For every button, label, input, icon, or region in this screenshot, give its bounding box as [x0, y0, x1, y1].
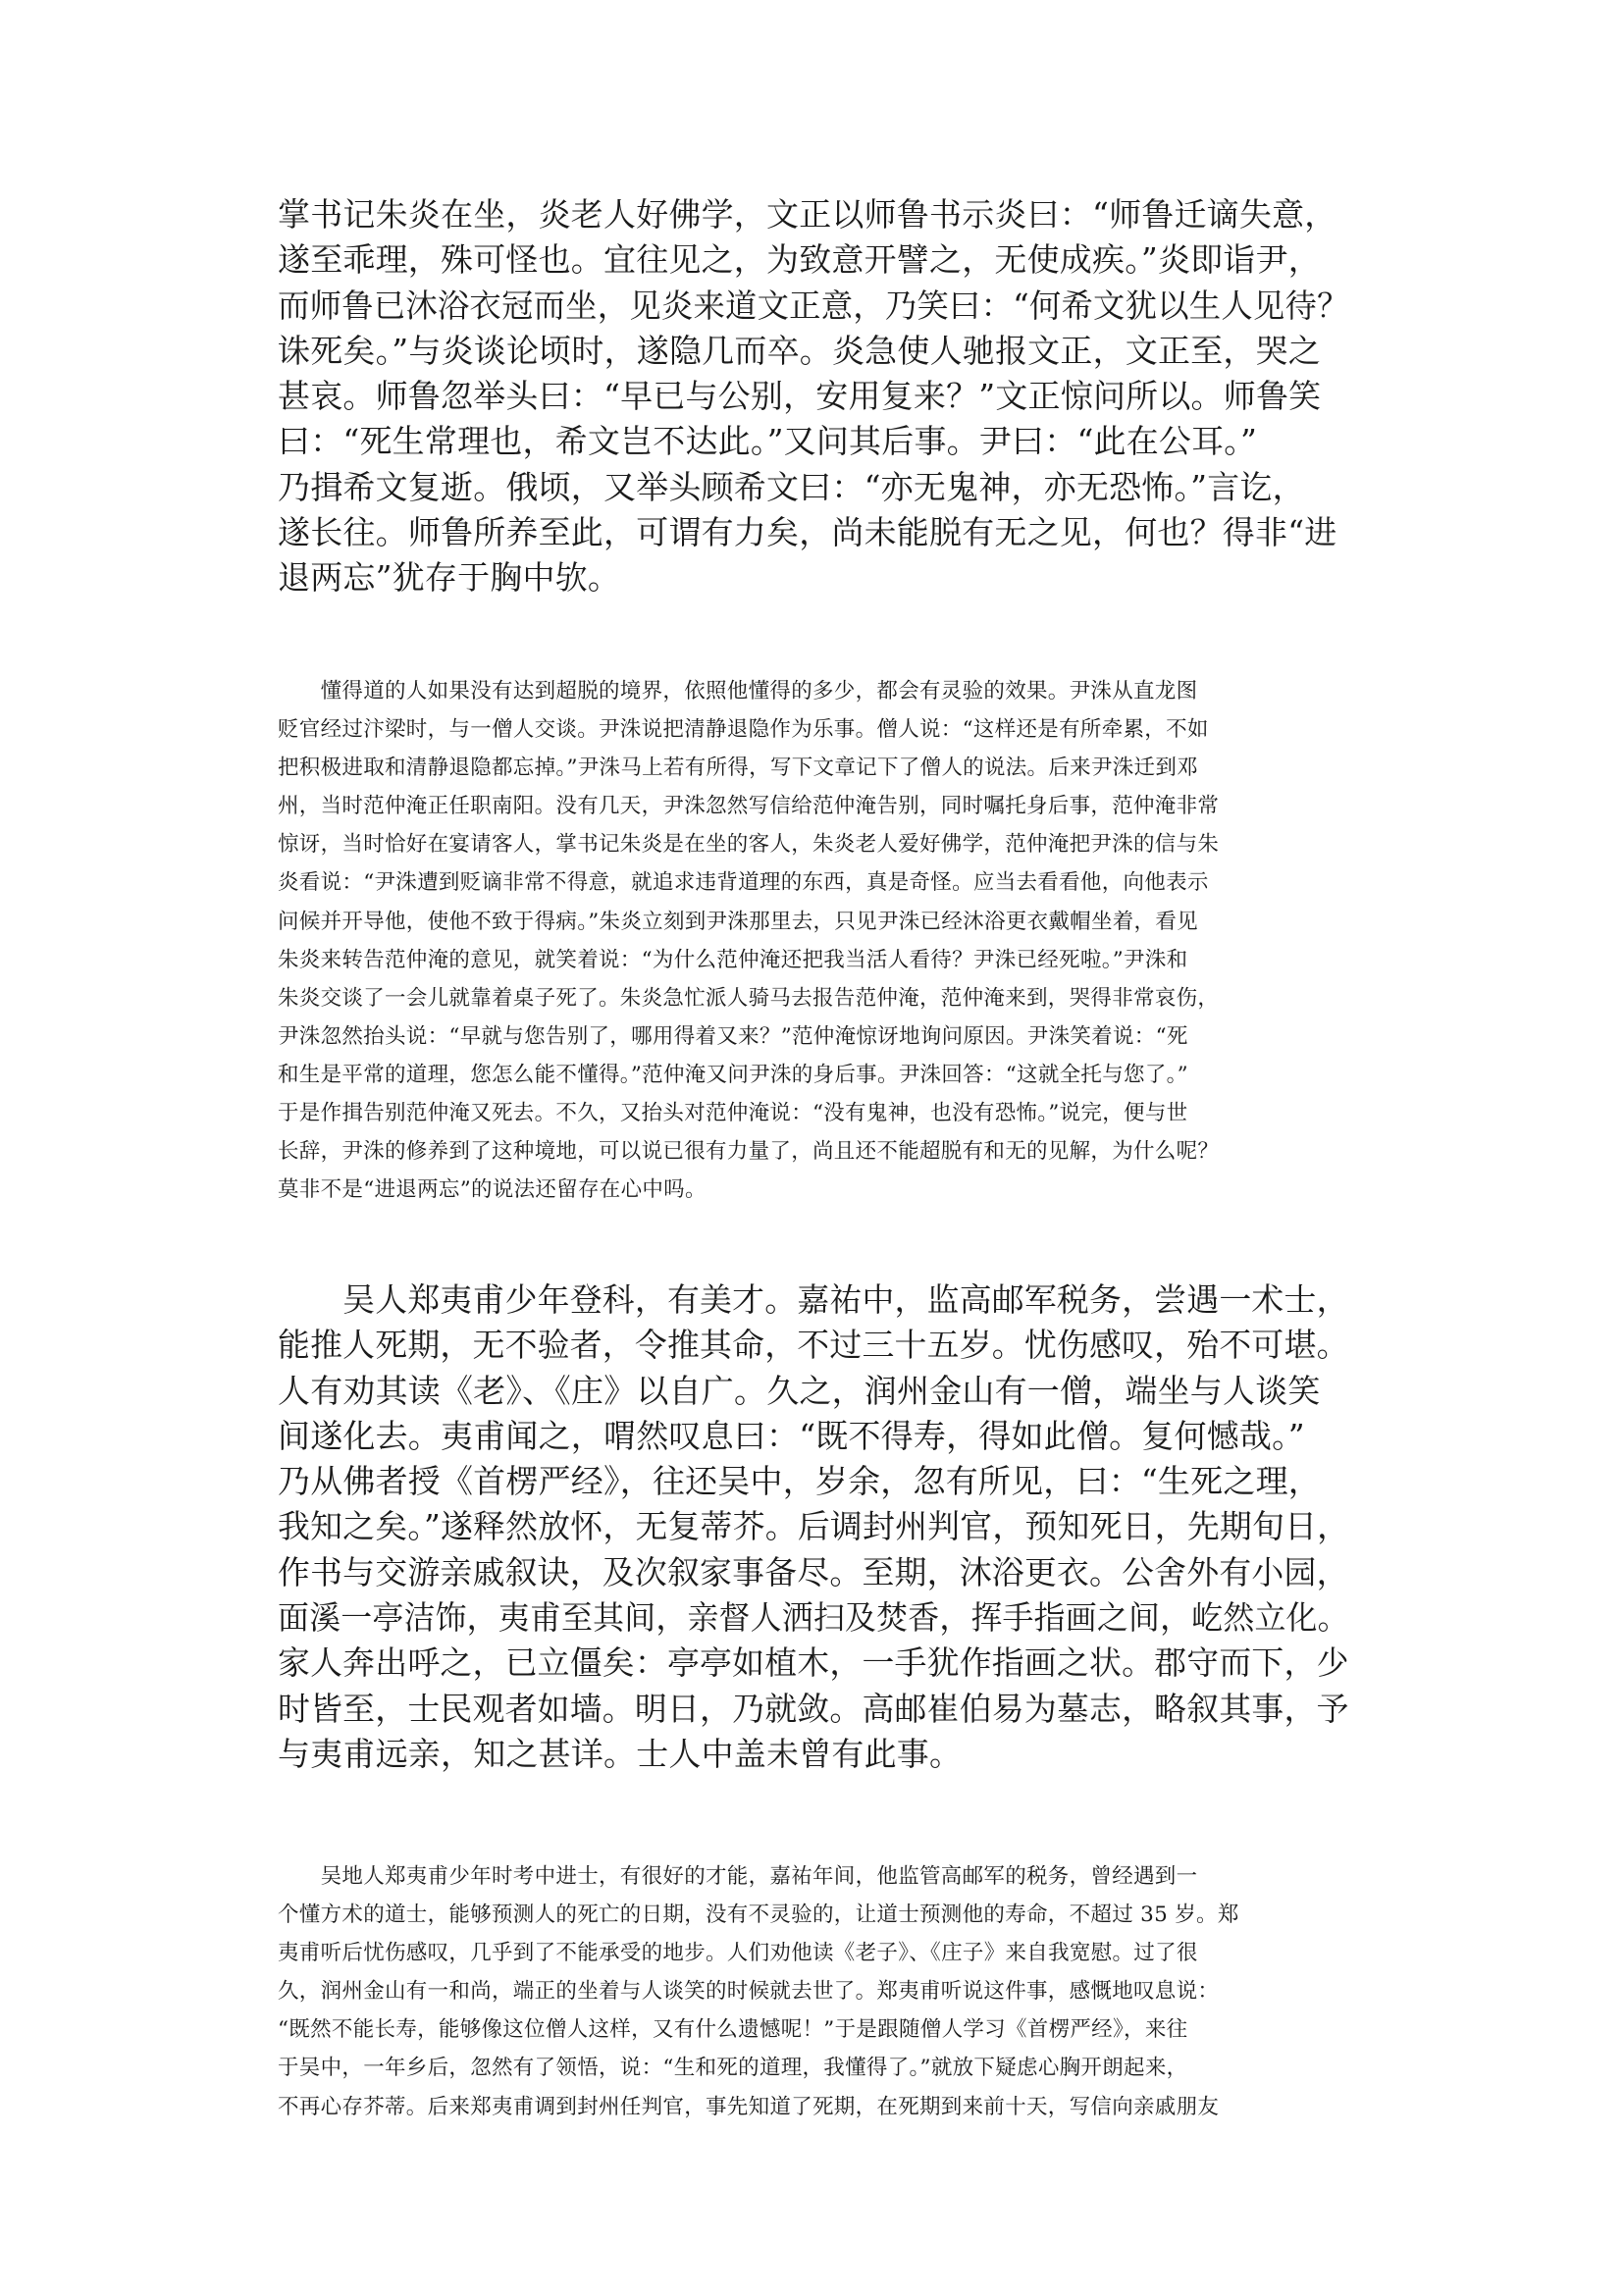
modern-translation-1 — [278, 672, 1349, 1209]
text-line: 个懂方术的道士，能够预测人的死亡的日期，没有不灵验的，让道士预测他的寿命，不超过 35 岁。郑 — [278, 1903, 1239, 1928]
text-line: 莫非不是“进退两忘”的说法还留存在心中吗。 — [278, 1177, 707, 1203]
text-line: 惊讶，当时恰好在宴请客人，掌书记朱炎是在坐的客人，朱炎老人爱好佛学，范仲淹把尹洙的信与朱 — [278, 832, 1220, 858]
text-line: 间遂化去。夷甫闻之，喟然叹息曰：“既不得寿，得如此僧。复何憾哉。” — [278, 1416, 1305, 1455]
text-line: 吴人郑夷甫少年登科，有美才。嘉祐中，监高邮军税务，尝遇一术士， — [278, 1280, 1349, 1319]
text-line: 不再心存芥蒂。后来郑夷甫调到封州任判官，事先知道了死期，在死期到来前十天，写信向亲戚朋友 — [278, 2094, 1220, 2119]
text-line: 吴地人郑夷甫少年时考中进士，有很好的才能，嘉祐年间，他监管高邮军的税务，曾经遇到一 — [278, 1864, 1198, 1889]
text-line: 尹洙忽然抬头说：“早就与您告别了，哪用得着又来？”范仲淹惊讶地询问原因。尹洙笑着说：“死 — [278, 1023, 1188, 1049]
text-line: 作书与交游亲戚叙诀，及次叙家事备尽。至期，沐浴更衣。公舍外有小园， — [278, 1552, 1349, 1591]
text-line: 长辞，尹洙的修养到了这种境地，可以说已很有力量了，尚且还不能超脱有和无的见解，为什么呢？ — [278, 1139, 1220, 1165]
text-line: 曰：“死生常理也，希文岂不达此。”又问其后事。尹曰：“此在公耳。” — [278, 422, 1258, 461]
text-line: 退两忘”犹存于胸中欤。 — [278, 558, 621, 598]
text-line: 懂得道的人如果没有达到超脱的境界，依照他懂得的多少，都会有灵验的效果。尹洙从直龙图 — [278, 679, 1198, 704]
text-line: 和生是平常的道理，您怎么能不懂得。”范仲淹又问尹洙的身后事。尹洙回答：“这就全托与您了。” — [278, 1062, 1188, 1087]
text-line: 与夷甫远亲，知之甚详。士人中盖未曾有此事。 — [278, 1734, 963, 1773]
classical-passage-1 — [278, 192, 1349, 601]
text-line: 能推人死期，无不验者，令推其命，不过三十五岁。忧伤感叹，殆不可堪。 — [278, 1326, 1349, 1365]
text-line: 乃揖希文复逝。俄顷，又举头顾希文曰：“亦无鬼神，亦无恐怖。”言讫， — [278, 467, 1305, 506]
text-line: 把积极进取和清静退隐都忘掉。”尹洙马上若有所得，写下文章记下了僧人的说法。后来尹洙迁到邓 — [278, 756, 1198, 781]
text-line: 于吴中，一年乡后，忽然有了领悟，说：“生和死的道理，我懂得了。”就放下疑虑心胸开朗起来， — [278, 2056, 1188, 2081]
text-line: 贬官经过汴梁时，与一僧人交谈。尹洙说把清静退隐作为乐事。僧人说：“这样还是有所牵累，不如 — [278, 717, 1209, 743]
text-line: 朱炎交谈了一会儿就靠着桌子死了。朱炎急忙派人骑马去报告范仲淹，范仲淹来到，哭得非常哀伤， — [278, 985, 1220, 1011]
text-line: 问候并开导他，使他不致于得病。”朱炎立刻到尹洙那里去，只见尹洙已经沐浴更衣戴帽坐着，看见 — [278, 909, 1198, 934]
text-line: 遂长往。师鲁所养至此，可谓有力矣，尚未能脱有无之见，何也？得非“进 — [278, 513, 1337, 552]
text-line: 乃从佛者授《首楞严经》，往还吴中，岁余，忽有所见，曰：“生死之理， — [278, 1462, 1321, 1501]
text-line: 于是作揖告别范仲淹又死去。不久，又抬头对范仲淹说：“没有鬼神，也没有恐怖。”说完，便与世 — [278, 1101, 1188, 1126]
text-line: 州，当时范仲淹正任职南阳。没有几天，尹洙忽然写信给范仲淹告别，同时嘱托身后事，范仲淹非常 — [278, 794, 1220, 819]
text-line: “既然不能长寿，能够像这位僧人这样，又有什么遗憾呢！”于是跟随僧人学习《首楞严经》，来往 — [278, 2017, 1188, 2043]
classical-passage-2 — [278, 1277, 1349, 1777]
modern-translation-2 — [278, 1857, 1349, 2126]
text-line: 而师鲁已沐浴衣冠而坐，见炎来道文正意，乃笑曰：“何希文犹以生人见待？ — [278, 286, 1349, 325]
text-line: 家人奔出呼之，已立僵矣：亭亭如植木，一手犹作指画之状。郡守而下，少 — [278, 1643, 1349, 1683]
text-line: 时皆至，士民观者如墙。明日，乃就敛。高邮崔伯易为墓志，略叙其事，予 — [278, 1689, 1349, 1728]
text-line: 面溪一亭洁饰，夷甫至其间，亲督人洒扫及焚香，挥手指画之间，屹然立化。 — [278, 1598, 1349, 1638]
text-line: 我知之矣。”遂释然放怀，无复蒂芥。后调封州判官，预知死日，先期旬日， — [278, 1507, 1350, 1546]
text-line: 久，润州金山有一和尚，端正的坐着与人谈笑的时候就去世了。郑夷甫听说这件事，感慨地叹息说： — [278, 1979, 1220, 2005]
text-line: 掌书记朱炎在坐，炎老人好佛学，文正以师鲁书示炎曰：“师鲁迁谪失意， — [278, 195, 1337, 234]
text-line: 朱炎来转告范仲淹的意见，就笑着说：“为什么范仲淹还把我当活人看待？尹洙已经死啦。”尹洙和 — [278, 947, 1188, 972]
text-line: 炎看说：“尹洙遭到贬谪非常不得意，就追求违背道理的东西，真是奇怪。应当去看看他，向他表示 — [278, 870, 1209, 896]
text-line: 诛死矣。”与炎谈论顷时，遂隐几而卒。炎急使人驰报文正，文正至，哭之 — [278, 331, 1321, 370]
text-line: 甚哀。师鲁忽举头曰：“早已与公别，安用复来？”文正惊问所以。师鲁笑 — [278, 377, 1322, 416]
text-line: 遂至乖理，殊可怪也。宜往见之，为致意开譬之，无使成疾。”炎即诣尹， — [278, 240, 1321, 280]
text-line: 夷甫听后忧伤感叹，几乎到了不能承受的地步。人们劝他读《老子》、《庄子》来自我宽慰。过了很 — [278, 1941, 1198, 1966]
text-line: 人有劝其读《老》、《庄》以自广。久之，润州金山有一僧，端坐与人谈笑 — [278, 1371, 1321, 1410]
